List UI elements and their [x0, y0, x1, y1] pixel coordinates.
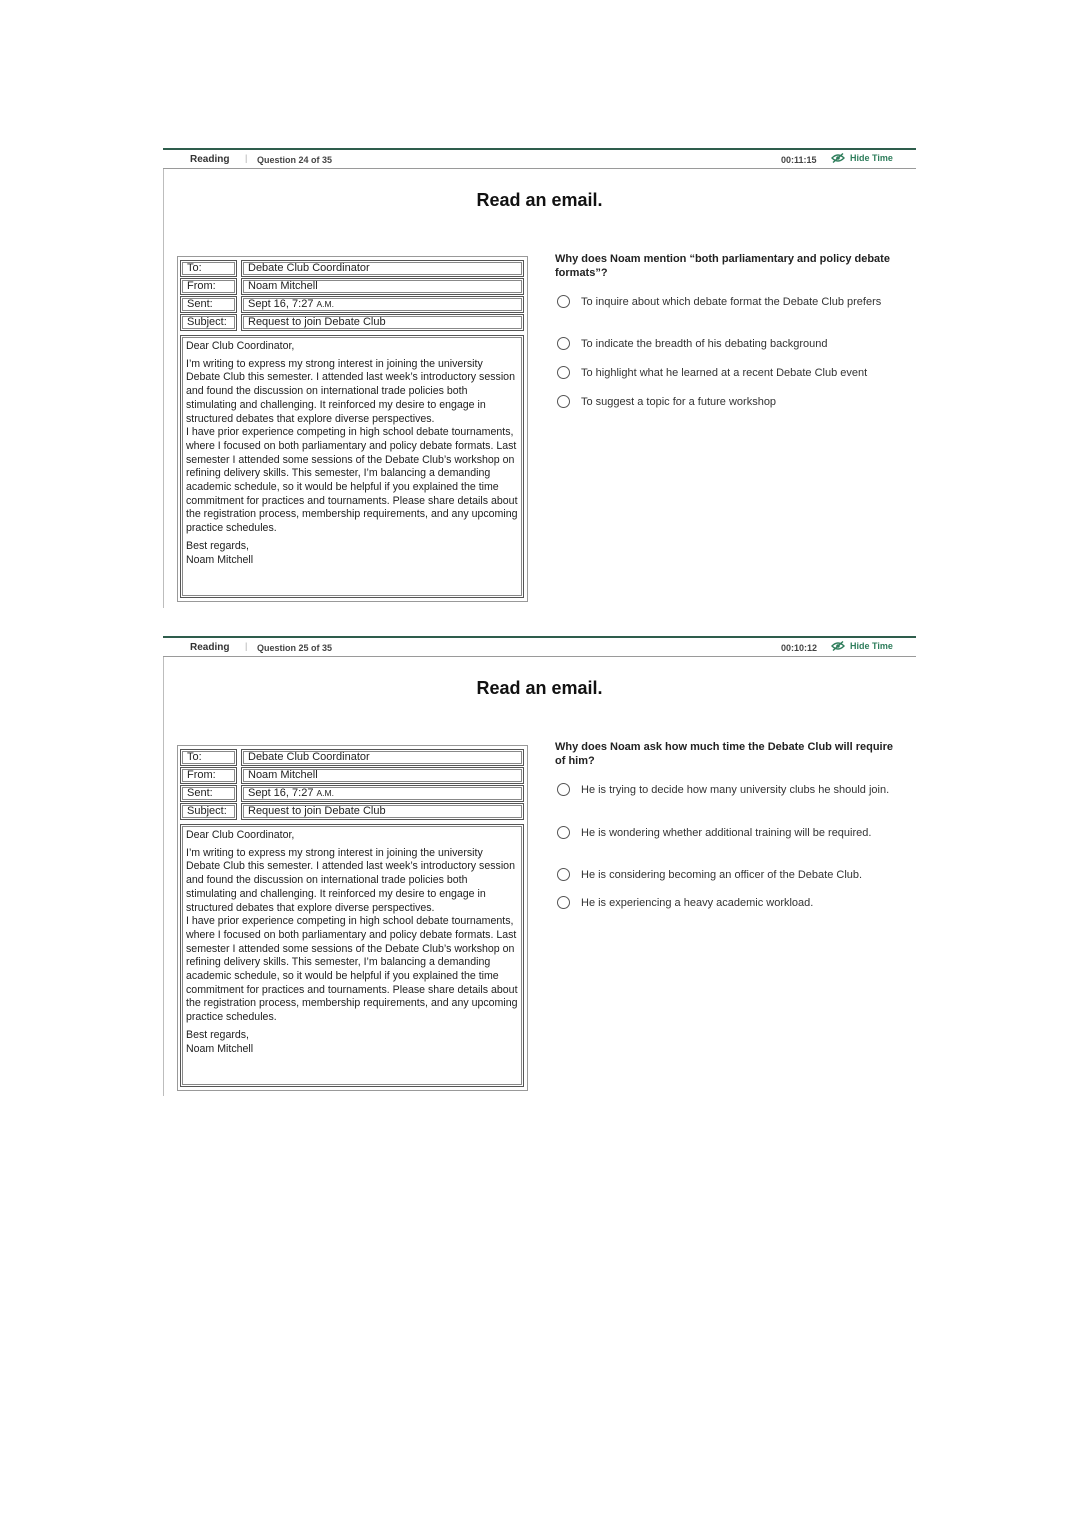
test-screen-q24 [163, 148, 916, 608]
left-border [163, 169, 164, 608]
question-prompt: Why does Noam ask how much time the Debate Club will require of him? [555, 741, 894, 767]
option-text: He is considering becoming an officer of the Debate Club. [581, 869, 863, 881]
section-label: Reading [190, 154, 230, 165]
timer: 00:11:15 [781, 155, 817, 165]
email-signature: Noam Mitchell [186, 553, 254, 566]
email-sent-row [177, 296, 527, 314]
eye-slash-icon [831, 153, 845, 163]
top-bar [163, 148, 916, 169]
question-counter: Question 25 of 35 [257, 643, 333, 653]
to-label: To: [180, 260, 237, 277]
subject-label: Subject: [180, 803, 237, 820]
subject-value: Request to join Debate Club [241, 803, 524, 820]
option-text: To highlight what he learned at a recent Debate Club event [581, 367, 868, 379]
to-value: Debate Club Coordinator [241, 749, 524, 766]
section-label: Reading [190, 642, 230, 653]
email-sent-row [177, 785, 527, 803]
from-label: From: [180, 767, 237, 784]
option-text: To inquire about which debate format the Debate Club prefers [581, 296, 882, 308]
radio-button[interactable] [557, 826, 570, 839]
eye-slash-icon [831, 641, 845, 651]
test-screen-q25 [163, 636, 916, 1096]
email-greeting: Dear Club Coordinator, [186, 340, 295, 352]
email-from-row [177, 767, 527, 785]
subject-value: Request to join Debate Club [241, 314, 524, 331]
radio-button[interactable] [557, 366, 570, 379]
sent-date: Sept 16, 7:27 [248, 787, 314, 799]
sent-ampm: A.M. [316, 299, 334, 309]
email-subject-row [177, 803, 527, 821]
email-paragraph-2: I have prior experience competing in high school debate tournaments, where I focused on both parliamentary and policy debate formats. Last semester I attended some sessions of the Debate Club’s workshop on refining delivery skills. This semester, I’m balancing a demanding academic schedule, so it would be helpful if you explained the time commitment for practices and tournaments. Please share details about the registration process, membership requirements, and any upcoming practice schedules. [186, 426, 518, 535]
top-bar [163, 636, 916, 657]
hide-time-label: Hide Time [850, 153, 893, 163]
separator: | [245, 641, 248, 651]
radio-button[interactable] [557, 868, 570, 881]
option-text: To suggest a topic for a future workshop [581, 396, 777, 408]
sent-label: Sent: [180, 785, 237, 802]
email-body [180, 824, 524, 1087]
email-greeting: Dear Club Coordinator, [186, 829, 295, 841]
email-to-row [177, 749, 527, 767]
option-text: He is wondering whether additional training will be required. [581, 827, 872, 839]
subject-label: Subject: [180, 314, 237, 331]
hide-time-button[interactable] [831, 641, 893, 651]
email-subject-row [177, 314, 527, 332]
question-counter: Question 24 of 35 [257, 155, 333, 165]
option-text: He is trying to decide how many university clubs he should join. [581, 784, 890, 796]
hide-time-label: Hide Time [850, 641, 893, 651]
sent-date: Sept 16, 7:27 [248, 298, 314, 310]
page-title: Read an email. [476, 678, 603, 698]
sent-ampm: A.M. [316, 788, 334, 798]
sent-value [241, 296, 524, 313]
to-value: Debate Club Coordinator [241, 260, 524, 277]
from-value: Noam Mitchell [241, 278, 524, 295]
email-to-row [177, 260, 527, 278]
radio-button[interactable] [557, 337, 570, 350]
email-signature: Noam Mitchell [186, 1042, 254, 1055]
radio-button[interactable] [557, 896, 570, 909]
option-text: To indicate the breadth of his debating background [581, 338, 828, 350]
sent-value [241, 785, 524, 802]
email-from-row [177, 278, 527, 296]
radio-button[interactable] [557, 395, 570, 408]
sent-label: Sent: [180, 296, 237, 313]
option-text: He is experiencing a heavy academic workload. [581, 897, 814, 909]
from-value: Noam Mitchell [241, 767, 524, 784]
email-closing: Best regards, [186, 1028, 250, 1041]
separator: | [245, 153, 248, 163]
question-prompt: Why does Noam mention “both parliamentary and policy debate formats”? [555, 253, 890, 279]
left-border [163, 657, 164, 1096]
hide-time-button[interactable] [831, 153, 893, 163]
radio-button[interactable] [557, 295, 570, 308]
page-title: Read an email. [476, 190, 603, 210]
email-paragraph-1: I’m writing to express my strong interest in joining the university Debate Club this semester. I attended last week’s introductory session and found the discussion on international trade policies both stimulating and challenging. It reinforced my desire to engage in structured debates that explore diverse perspectives. [186, 846, 515, 914]
email-paragraph-2: I have prior experience competing in high school debate tournaments, where I focused on both parliamentary and policy debate formats. Last semester I attended some sessions of the Debate Club’s workshop on refining delivery skills. This semester, I’m balancing a demanding academic schedule, so it would be helpful if you explained the time commitment for practices and tournaments. Please share details about the registration process, membership requirements, and any upcoming practice schedules. [186, 915, 518, 1024]
to-label: To: [180, 749, 237, 766]
timer: 00:10:12 [781, 643, 818, 653]
email-closing: Best regards, [186, 539, 250, 552]
radio-button[interactable] [557, 783, 570, 796]
email-body [180, 335, 524, 598]
from-label: From: [180, 278, 237, 295]
email-paragraph-1: I’m writing to express my strong interest in joining the university Debate Club this semester. I attended last week’s introductory session and found the discussion on international trade policies both stimulating and challenging. It reinforced my desire to engage in structured debates that explore diverse perspectives. [186, 357, 515, 425]
